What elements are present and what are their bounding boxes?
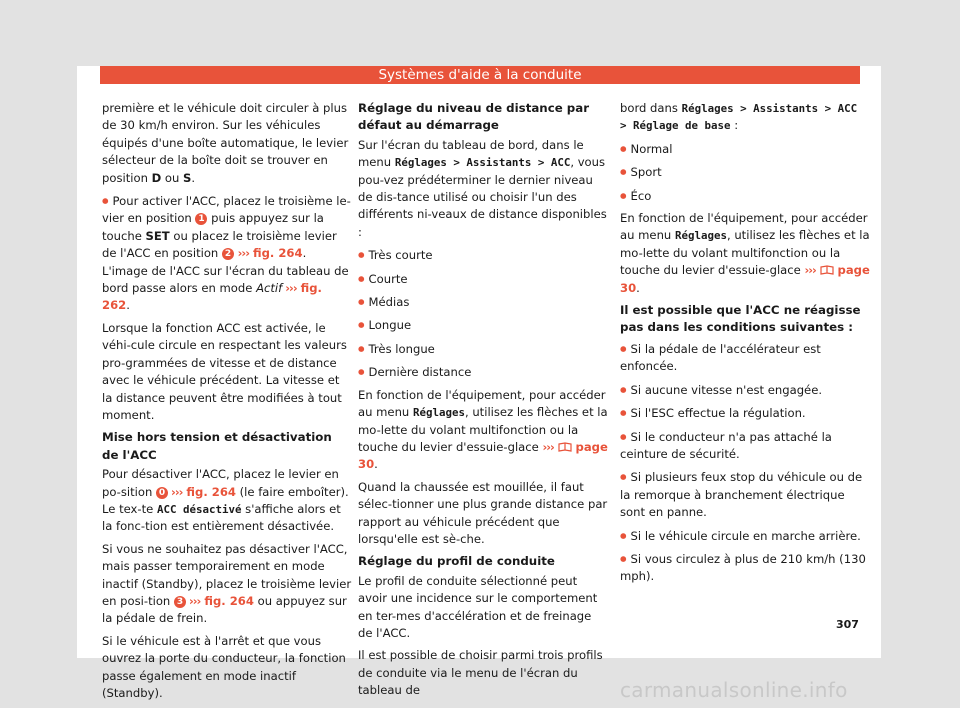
paragraph: Si vous ne souhaitez pas désactiver l'ACC, mais passer temporairement en mode inactif (Standby), placez le troisième levier en posi-tion 3 ››› fig. 264 ou appuyez sur la pédale de frein.	[102, 541, 352, 626]
list-item: ● Si le véhicule circule en marche arrière.	[620, 527, 870, 545]
paragraph: Le profil de conduite sélectionné peut avoir une incidence sur le comportement en ter-mes d'accélération et de freinage de l'ACC.	[358, 573, 598, 640]
callout-number: 1	[195, 213, 207, 225]
figure-link[interactable]: fig. 264	[200, 593, 254, 608]
set-key-icon: SET	[145, 228, 170, 243]
xref-arrow-icon: ›››	[282, 281, 297, 296]
list-item: ● Longue	[358, 316, 608, 334]
conditions-list	[620, 340, 870, 586]
callout-number: 2	[222, 248, 234, 260]
list-item: ● Médias	[358, 293, 608, 311]
paragraph: première et le véhicule doit circuler à plus de 30 km/h environ. Sur les véhicules équipés d'une boîte automatique, le levier sélecteur de la boîte doit se trouver en position D ou S.	[102, 101, 349, 185]
page-link[interactable]: page 30	[358, 439, 608, 472]
paragraph: bord dans Réglages > Assistants > ACC > Réglage de base :	[620, 101, 858, 133]
xref-arrow-icon: ›››	[168, 484, 183, 499]
callout-number: 3	[174, 596, 186, 608]
list-item: ● Si le conducteur n'a pas attaché la ceinture de sécurité.	[620, 428, 870, 464]
xref-arrow-icon: ›››	[237, 246, 249, 261]
paragraph: Pour désactiver l'ACC, placez le levier en po-sition 0 ››› fig. 264 (le faire emboîter). Le tex-te ACC désactivé s'affiche alors et la fonc-tion est entièrement désactivée.	[102, 467, 349, 534]
distance-list	[358, 246, 608, 381]
section-header: Systèmes d'aide à la conduite	[100, 66, 860, 84]
paragraph: En fonction de l'équipement, pour accéder au menu Réglages, utilisez les flèches et la mo-lette du volant multifonction ou la touche du levier d'essuie-glace ››› page 30.	[620, 211, 870, 295]
paragraph: Si le véhicule est à l'arrêt et que vous ouvrez la porte du conducteur, la fonction passe également en mode inactif (Standby).	[102, 633, 346, 700]
xref-arrow-icon: ›››	[804, 263, 816, 278]
subheading: Mise hors tension et désactivation de l'ACC	[102, 430, 332, 462]
callout-number: 0	[156, 487, 168, 499]
list-item: ● Si l'ESC effectue la régulation.	[620, 404, 870, 422]
list-item: ● Sport	[620, 163, 870, 181]
list-item: ● Si plusieurs feux stop du véhicule ou de la remorque à branchement électrique sont en panne.	[620, 468, 870, 521]
paragraph: Quand la chaussée est mouillée, il faut sélec-tionner une plus grande distance par rapport au véhicule précédent que lorsqu'elle est sè-che.	[358, 479, 608, 546]
profile-list	[620, 140, 870, 205]
paragraph: Sur l'écran du tableau de bord, dans le menu Réglages > Assistants > ACC, vous pou-vez prédéterminer le dernier niveau de dis-tance utilisé ou choisir l'un des différents ni-veaux de distance disponibles :	[358, 137, 607, 239]
column-2	[358, 100, 608, 705]
list-item: ● Si la pédale de l'accélérateur est enfoncée.	[620, 340, 870, 376]
bullet-item: ● Pour activer l'ACC, placez le troisième le-vier en position 1 puis appuyez sur la touche SET ou placez le troisième levier de l'ACC en position 2 ››› fig. 264. L'image de l'ACC sur l'écran du tableau de bord passe alors en mode Actif ››› fig. 262.	[102, 192, 352, 315]
page-link[interactable]: page 30	[620, 263, 870, 295]
column-3	[620, 100, 870, 591]
xref-arrow-icon: ›››	[185, 593, 201, 608]
list-item: ● Éco	[620, 187, 870, 205]
list-item: ● Si aucune vitesse n'est engagée.	[620, 381, 870, 399]
list-item: ● Très courte	[358, 246, 608, 264]
watermark: carmanualsonline.info	[620, 678, 848, 702]
figure-link[interactable]: fig. 262	[102, 281, 322, 313]
list-item: ● Très longue	[358, 340, 608, 358]
book-icon	[558, 442, 572, 452]
paragraph: En fonction de l'équipement, pour accéder au menu Réglages, utilisez les flèches et la mo-lette du volant multifonction ou la touche du levier d'essuie-glace ››› page 30.	[358, 387, 608, 472]
subheading: Il est possible que l'ACC ne réagisse pas dans les conditions suivantes :	[620, 303, 861, 335]
figure-link[interactable]: fig. 264	[182, 484, 236, 499]
list-item: ● Si vous circulez à plus de 210 km/h (130 mph).	[620, 550, 870, 586]
paragraph: Lorsque la fonction ACC est activée, le véhi-cule circule en respectant les valeurs pro-grammées de vitesse et de distance avec le véhicule précédent. La vitesse et la distance peuvent être modifiées à tout moment.	[102, 320, 347, 422]
figure-link[interactable]: fig. 264	[249, 246, 303, 261]
page-number: 307	[836, 618, 859, 631]
paragraph: Il est possible de choisir parmi trois profils de conduite via le menu de l'écran du tableau de	[358, 648, 603, 698]
xref-arrow-icon: ›››	[542, 439, 554, 454]
list-item: ● Dernière distance	[358, 363, 608, 381]
list-item: ● Normal	[620, 140, 870, 158]
list-item: ● Courte	[358, 270, 608, 288]
book-icon	[820, 265, 834, 275]
column-1	[102, 100, 352, 707]
subheading: Réglage du niveau de distance par défaut au démarrage	[358, 101, 590, 133]
subheading: Réglage du profil de conduite	[358, 554, 555, 569]
